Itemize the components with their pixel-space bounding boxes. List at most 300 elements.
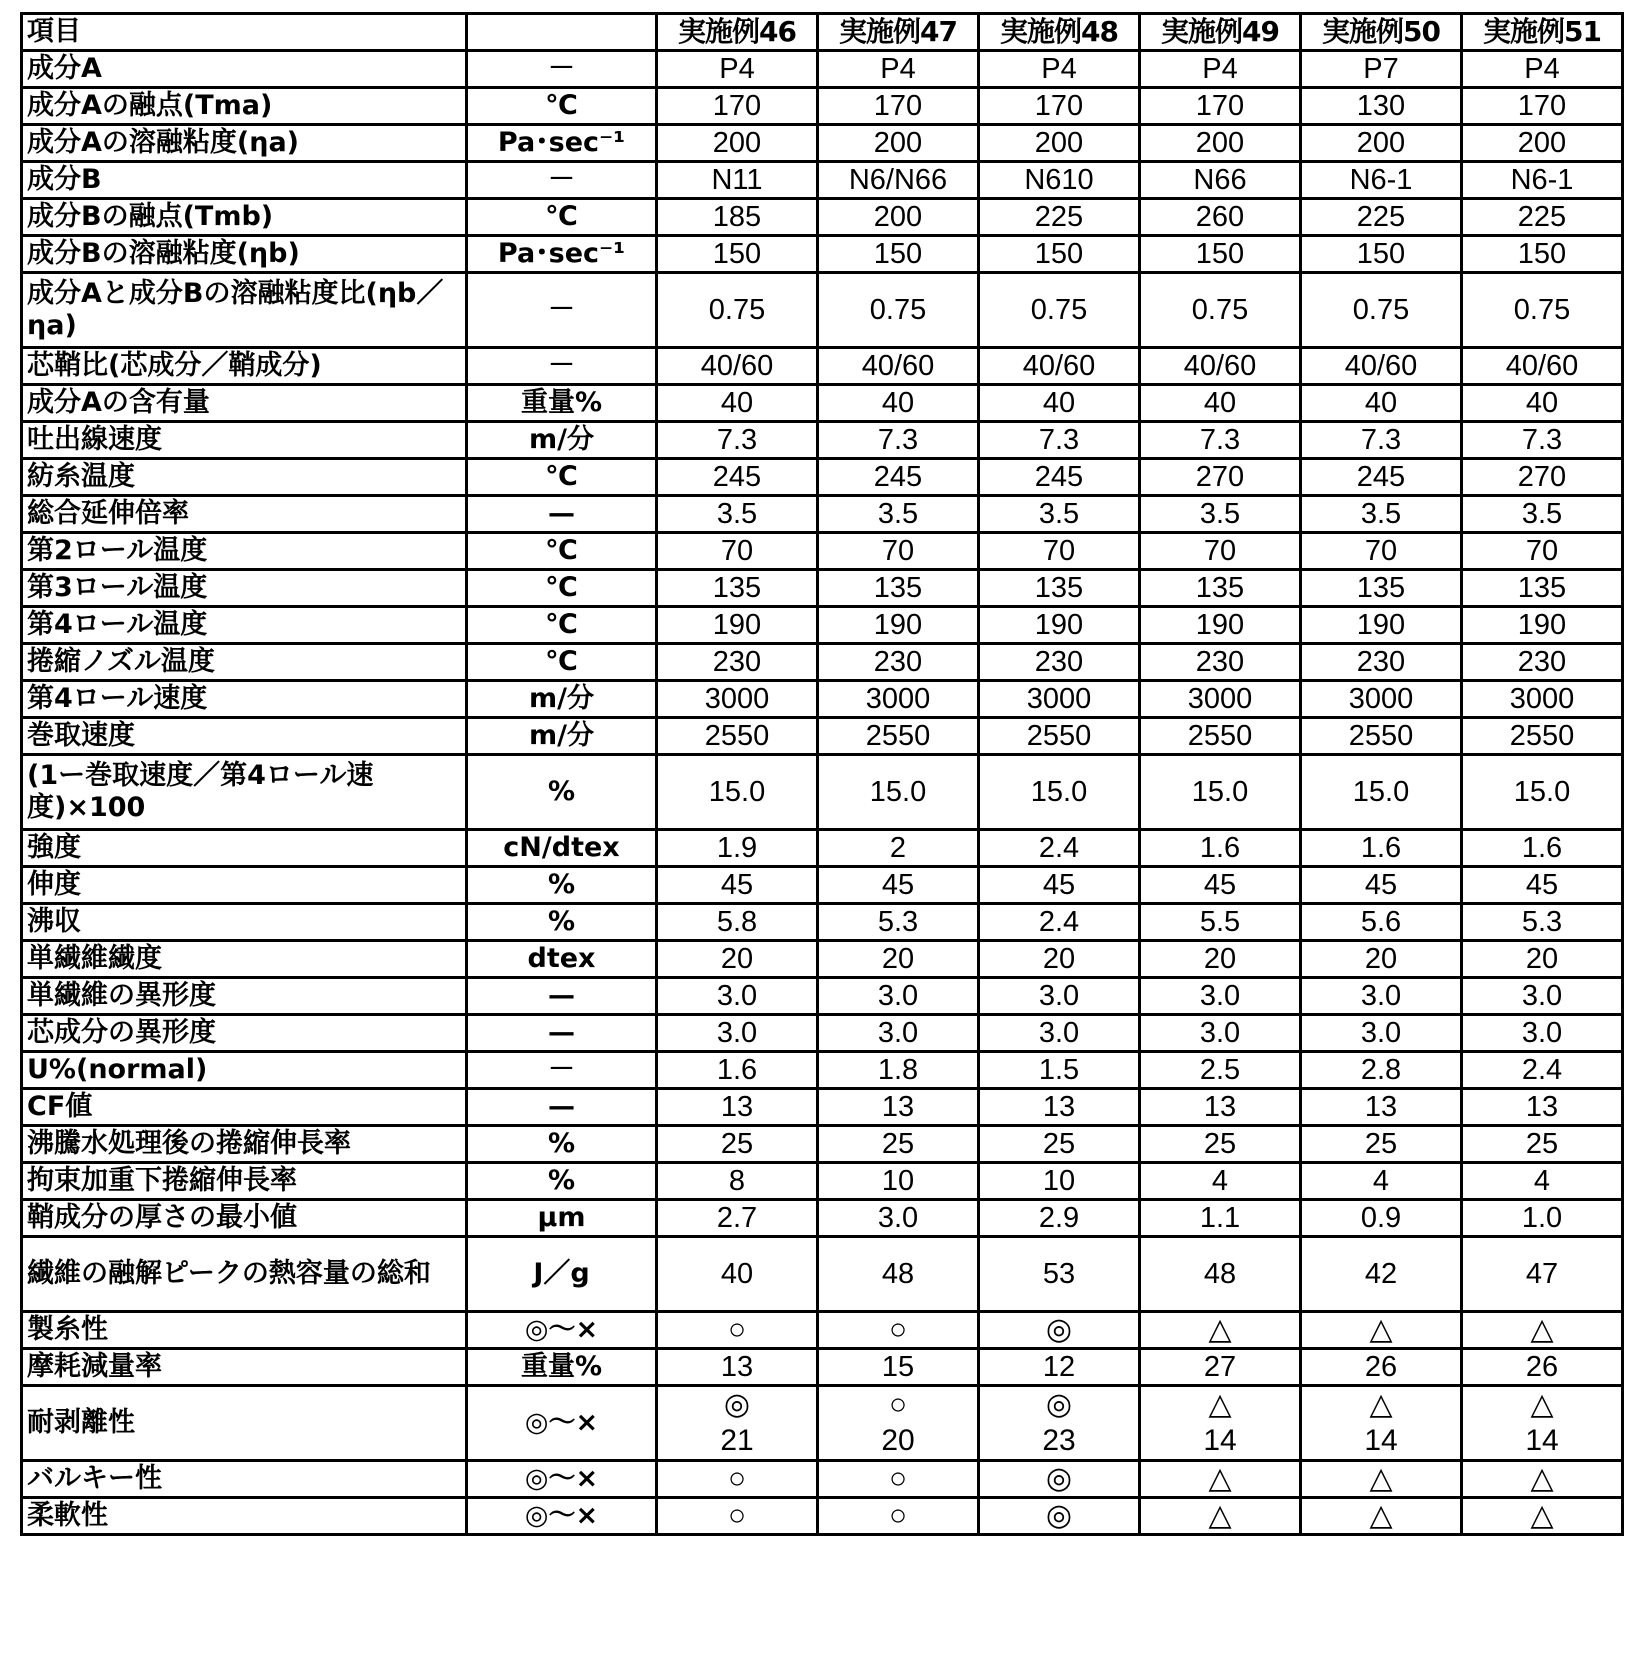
- row-item-label: 単繊維の異形度: [22, 978, 467, 1015]
- row-value-cell: ○: [818, 1312, 979, 1349]
- row-value-cell: 20: [1462, 941, 1623, 978]
- row-value-cell: 40: [979, 385, 1140, 422]
- row-value-cell: [1462, 1386, 1623, 1461]
- header-unit-label: [467, 14, 657, 51]
- table-row: [22, 607, 1623, 644]
- table-row: [22, 422, 1623, 459]
- row-unit: ◎～×: [467, 1312, 657, 1349]
- row-value-cell: 7.3: [979, 422, 1140, 459]
- row-item-label: 製糸性: [22, 1312, 467, 1349]
- row-value-cell: [818, 1386, 979, 1461]
- row-value-cell: 190: [1140, 607, 1301, 644]
- row-value-cell: 45: [1301, 867, 1462, 904]
- row-value-cell: 3.0: [657, 1015, 818, 1052]
- rating-symbol: ◎: [1045, 1388, 1073, 1421]
- row-value-cell: 0.75: [818, 273, 979, 348]
- stacked-value: [662, 1387, 812, 1459]
- row-value-cell: 13: [657, 1089, 818, 1126]
- row-value-cell: P4: [1140, 51, 1301, 88]
- row-value-cell: 245: [818, 459, 979, 496]
- row-unit: —: [467, 1015, 657, 1052]
- row-item-label: 成分Aの含有量: [22, 385, 467, 422]
- row-value-cell: 42: [1301, 1237, 1462, 1312]
- row-value-cell: 2.5: [1140, 1052, 1301, 1089]
- stacked-value: [1306, 1387, 1456, 1459]
- row-unit: Pa･sec⁻¹: [467, 236, 657, 273]
- row-value-cell: 3.5: [1140, 496, 1301, 533]
- row-value-cell: △: [1140, 1461, 1301, 1498]
- row-value-cell: △: [1140, 1312, 1301, 1349]
- row-value-cell: ◎: [979, 1312, 1140, 1349]
- header-example-51: 実施例51: [1462, 14, 1623, 51]
- row-unit: ◎～×: [467, 1461, 657, 1498]
- row-value-cell: 15.0: [818, 755, 979, 830]
- row-value-cell: 8: [657, 1163, 818, 1200]
- row-value-cell: 4: [1301, 1163, 1462, 1200]
- row-value-cell: 200: [979, 125, 1140, 162]
- table-row: [22, 941, 1623, 978]
- row-unit: ℃: [467, 88, 657, 125]
- row-value-cell: 3.0: [657, 978, 818, 1015]
- row-value-cell: 53: [979, 1237, 1140, 1312]
- row-value-cell: 130: [1301, 88, 1462, 125]
- row-value-cell: 10: [979, 1163, 1140, 1200]
- table-row: [22, 978, 1623, 1015]
- row-value-cell: 230: [1462, 644, 1623, 681]
- row-value-cell: 20: [818, 941, 979, 978]
- row-unit: μm: [467, 1200, 657, 1237]
- header-row: [22, 14, 1623, 51]
- row-unit: ◎～×: [467, 1498, 657, 1535]
- row-item-label: 沸収: [22, 904, 467, 941]
- row-unit: 重量%: [467, 385, 657, 422]
- row-value-cell: 15.0: [1462, 755, 1623, 830]
- row-unit: cN/dtex: [467, 830, 657, 867]
- row-value-cell: 190: [979, 607, 1140, 644]
- row-item-label: 吐出線速度: [22, 422, 467, 459]
- row-value-cell: 26: [1301, 1349, 1462, 1386]
- row-value-cell: 3000: [657, 681, 818, 718]
- row-value-cell: 40/60: [657, 348, 818, 385]
- table-row: [22, 162, 1623, 199]
- row-value-cell: 3.0: [979, 1015, 1140, 1052]
- row-value-cell: 1.6: [1462, 830, 1623, 867]
- row-value-cell: 40/60: [979, 348, 1140, 385]
- row-value-cell: P4: [1462, 51, 1623, 88]
- row-value-cell: 25: [1462, 1126, 1623, 1163]
- row-value-cell: 185: [657, 199, 818, 236]
- row-item-label: 単繊維繊度: [22, 941, 467, 978]
- row-unit: %: [467, 867, 657, 904]
- row-value-cell: 0.9: [1301, 1200, 1462, 1237]
- rating-symbol: ◎: [723, 1388, 751, 1421]
- row-value-cell: 3.0: [1301, 978, 1462, 1015]
- row-value-cell: 2.7: [657, 1200, 818, 1237]
- row-value-cell: 40: [818, 385, 979, 422]
- table-row: [22, 755, 1623, 830]
- row-value-cell: ○: [818, 1461, 979, 1498]
- row-value-cell: 150: [1462, 236, 1623, 273]
- row-value-cell: 150: [979, 236, 1140, 273]
- row-value-cell: 13: [657, 1349, 818, 1386]
- row-value-cell: 27: [1140, 1349, 1301, 1386]
- row-value-cell: 2.4: [979, 904, 1140, 941]
- row-value-cell: 70: [818, 533, 979, 570]
- rating-symbol: △: [1369, 1388, 1393, 1421]
- row-value-cell: 2: [818, 830, 979, 867]
- row-item-label: 巻取速度: [22, 718, 467, 755]
- row-item-label: 第2ロール温度: [22, 533, 467, 570]
- table-row: [22, 273, 1623, 348]
- row-value-cell: 0.75: [1140, 273, 1301, 348]
- row-item-label: 成分Bの融点(Tmb): [22, 199, 467, 236]
- header-example-46: 実施例46: [657, 14, 818, 51]
- rating-score: 21: [720, 1424, 754, 1457]
- row-unit: －: [467, 162, 657, 199]
- table-row: [22, 867, 1623, 904]
- row-item-label: 成分Aの融点(Tma): [22, 88, 467, 125]
- rating-symbol: △: [1530, 1388, 1554, 1421]
- row-unit: ℃: [467, 459, 657, 496]
- table-row: [22, 199, 1623, 236]
- row-value-cell: 190: [818, 607, 979, 644]
- row-value-cell: 40: [657, 385, 818, 422]
- row-value-cell: 3.0: [818, 978, 979, 1015]
- rating-score: 14: [1525, 1424, 1559, 1457]
- header-example-47: 実施例47: [818, 14, 979, 51]
- row-item-label: 成分B: [22, 162, 467, 199]
- row-value-cell: 1.6: [1140, 830, 1301, 867]
- table-row: [22, 125, 1623, 162]
- row-value-cell: 3000: [1462, 681, 1623, 718]
- row-value-cell: 170: [1140, 88, 1301, 125]
- row-value-cell: 25: [818, 1126, 979, 1163]
- row-value-cell: △: [1462, 1461, 1623, 1498]
- row-item-label: 成分A: [22, 51, 467, 88]
- row-value-cell: N6-1: [1462, 162, 1623, 199]
- row-value-cell: 225: [979, 199, 1140, 236]
- row-value-cell: △: [1462, 1498, 1623, 1535]
- row-value-cell: 2.9: [979, 1200, 1140, 1237]
- row-value-cell: 47: [1462, 1237, 1623, 1312]
- row-unit: —: [467, 978, 657, 1015]
- table-row: [22, 1089, 1623, 1126]
- row-value-cell: 270: [1462, 459, 1623, 496]
- row-value-cell: 40/60: [1462, 348, 1623, 385]
- row-value-cell: 70: [1462, 533, 1623, 570]
- row-value-cell: 3.0: [979, 978, 1140, 1015]
- row-value-cell: 13: [818, 1089, 979, 1126]
- row-value-cell: 0.75: [979, 273, 1140, 348]
- table-row: [22, 681, 1623, 718]
- stacked-value: [1467, 1387, 1617, 1459]
- row-unit: ℃: [467, 533, 657, 570]
- row-value-cell: 12: [979, 1349, 1140, 1386]
- row-item-label: 第4ロール温度: [22, 607, 467, 644]
- header-example-50: 実施例50: [1301, 14, 1462, 51]
- table-row: [22, 459, 1623, 496]
- row-unit: －: [467, 348, 657, 385]
- row-unit: —: [467, 496, 657, 533]
- row-value-cell: 5.8: [657, 904, 818, 941]
- row-value-cell: 15: [818, 1349, 979, 1386]
- row-value-cell: 245: [657, 459, 818, 496]
- row-value-cell: 3.0: [1140, 978, 1301, 1015]
- row-item-label: 沸騰水処理後の捲縮伸長率: [22, 1126, 467, 1163]
- row-value-cell: 270: [1140, 459, 1301, 496]
- row-value-cell: 3.5: [657, 496, 818, 533]
- table-row: [22, 1200, 1623, 1237]
- row-value-cell: N6/N66: [818, 162, 979, 199]
- row-value-cell: 70: [657, 533, 818, 570]
- table-row: [22, 1163, 1623, 1200]
- row-value-cell: 40: [657, 1237, 818, 1312]
- row-value-cell: 135: [818, 570, 979, 607]
- row-item-label: (1ー巻取速度／第4ロール速度)×100: [22, 755, 467, 830]
- row-value-cell: 260: [1140, 199, 1301, 236]
- row-unit: －: [467, 1052, 657, 1089]
- row-value-cell: 200: [657, 125, 818, 162]
- row-value-cell: 1.9: [657, 830, 818, 867]
- row-value-cell: 45: [1462, 867, 1623, 904]
- row-value-cell: 1.6: [657, 1052, 818, 1089]
- row-value-cell: 25: [979, 1126, 1140, 1163]
- row-value-cell: 4: [1462, 1163, 1623, 1200]
- row-value-cell: ○: [657, 1498, 818, 1535]
- row-value-cell: 15.0: [1301, 755, 1462, 830]
- table-row: [22, 1312, 1623, 1349]
- row-value-cell: ○: [657, 1461, 818, 1498]
- row-value-cell: 1.8: [818, 1052, 979, 1089]
- row-value-cell: △: [1462, 1312, 1623, 1349]
- row-value-cell: 2.4: [979, 830, 1140, 867]
- row-value-cell: 48: [818, 1237, 979, 1312]
- table-row: [22, 88, 1623, 125]
- row-value-cell: △: [1301, 1312, 1462, 1349]
- table-row: [22, 348, 1623, 385]
- row-value-cell: △: [1301, 1498, 1462, 1535]
- table-row: [22, 1237, 1623, 1312]
- row-value-cell: 135: [1301, 570, 1462, 607]
- row-value-cell: 170: [979, 88, 1140, 125]
- row-value-cell: [979, 1386, 1140, 1461]
- row-unit: J／g: [467, 1237, 657, 1312]
- rating-score: 14: [1203, 1424, 1237, 1457]
- row-value-cell: 230: [818, 644, 979, 681]
- row-value-cell: 7.3: [1462, 422, 1623, 459]
- row-value-cell: 45: [979, 867, 1140, 904]
- row-value-cell: ◎: [979, 1461, 1140, 1498]
- row-unit: 重量%: [467, 1349, 657, 1386]
- row-value-cell: 70: [1140, 533, 1301, 570]
- row-value-cell: 15.0: [657, 755, 818, 830]
- row-item-label: 紡糸温度: [22, 459, 467, 496]
- rating-score: 14: [1364, 1424, 1398, 1457]
- row-unit: ℃: [467, 570, 657, 607]
- row-item-label: 芯鞘比(芯成分／鞘成分): [22, 348, 467, 385]
- row-item-label: 鞘成分の厚さの最小値: [22, 1200, 467, 1237]
- row-value-cell: 200: [1301, 125, 1462, 162]
- row-item-label: 第3ロール温度: [22, 570, 467, 607]
- row-value-cell: 3.5: [818, 496, 979, 533]
- row-value-cell: 230: [1301, 644, 1462, 681]
- row-value-cell: 13: [1301, 1089, 1462, 1126]
- row-value-cell: 0.75: [1301, 273, 1462, 348]
- row-value-cell: 170: [818, 88, 979, 125]
- row-value-cell: 225: [1301, 199, 1462, 236]
- row-value-cell: 3.0: [1140, 1015, 1301, 1052]
- row-value-cell: 40/60: [1140, 348, 1301, 385]
- row-value-cell: 45: [818, 867, 979, 904]
- row-item-label: 成分Aと成分Bの溶融粘度比(ηb／ηa): [22, 273, 467, 348]
- row-value-cell: 40: [1140, 385, 1301, 422]
- row-value-cell: 13: [979, 1089, 1140, 1126]
- header-example-49: 実施例49: [1140, 14, 1301, 51]
- row-value-cell: 135: [1462, 570, 1623, 607]
- table-row: [22, 718, 1623, 755]
- row-value-cell: 70: [979, 533, 1140, 570]
- row-value-cell: 1.5: [979, 1052, 1140, 1089]
- rating-score: 20: [881, 1424, 915, 1457]
- row-value-cell: N610: [979, 162, 1140, 199]
- table-row: [22, 830, 1623, 867]
- row-value-cell: 40: [1462, 385, 1623, 422]
- row-item-label: 総合延伸倍率: [22, 496, 467, 533]
- row-value-cell: 20: [979, 941, 1140, 978]
- table-row: [22, 570, 1623, 607]
- row-value-cell: 7.3: [657, 422, 818, 459]
- row-value-cell: [1301, 1386, 1462, 1461]
- row-value-cell: 200: [818, 125, 979, 162]
- row-value-cell: N6-1: [1301, 162, 1462, 199]
- row-value-cell: 2550: [657, 718, 818, 755]
- row-value-cell: 135: [979, 570, 1140, 607]
- row-value-cell: 7.3: [818, 422, 979, 459]
- row-value-cell: 45: [657, 867, 818, 904]
- row-unit: %: [467, 755, 657, 830]
- table-row: [22, 1126, 1623, 1163]
- row-value-cell: ○: [657, 1312, 818, 1349]
- row-value-cell: [1140, 1386, 1301, 1461]
- row-item-label: 摩耗減量率: [22, 1349, 467, 1386]
- row-value-cell: 1.0: [1462, 1200, 1623, 1237]
- row-value-cell: 230: [657, 644, 818, 681]
- row-item-label: 強度: [22, 830, 467, 867]
- row-value-cell: P4: [657, 51, 818, 88]
- row-value-cell: 2.4: [1462, 1052, 1623, 1089]
- row-value-cell: 200: [1140, 125, 1301, 162]
- rating-symbol: △: [1208, 1388, 1232, 1421]
- row-value-cell: 70: [1301, 533, 1462, 570]
- row-value-cell: ○: [818, 1498, 979, 1535]
- table-row: [22, 385, 1623, 422]
- row-value-cell: 230: [979, 644, 1140, 681]
- row-value-cell: 170: [657, 88, 818, 125]
- row-value-cell: △: [1140, 1498, 1301, 1535]
- row-value-cell: 245: [1301, 459, 1462, 496]
- row-unit: ℃: [467, 607, 657, 644]
- row-value-cell: 190: [1301, 607, 1462, 644]
- row-value-cell: 25: [657, 1126, 818, 1163]
- row-unit: dtex: [467, 941, 657, 978]
- table-row: [22, 533, 1623, 570]
- row-item-label: 芯成分の異形度: [22, 1015, 467, 1052]
- row-item-label: 伸度: [22, 867, 467, 904]
- row-value-cell: 13: [1140, 1089, 1301, 1126]
- row-value-cell: 2550: [979, 718, 1140, 755]
- row-value-cell: 2550: [1462, 718, 1623, 755]
- stacked-value: [984, 1387, 1134, 1459]
- row-value-cell: P4: [979, 51, 1140, 88]
- row-unit: ◎～×: [467, 1386, 657, 1461]
- row-value-cell: ◎: [979, 1498, 1140, 1535]
- row-value-cell: [657, 1386, 818, 1461]
- row-value-cell: 26: [1462, 1349, 1623, 1386]
- row-value-cell: 15.0: [979, 755, 1140, 830]
- row-value-cell: 190: [657, 607, 818, 644]
- row-unit: －: [467, 51, 657, 88]
- row-value-cell: 48: [1140, 1237, 1301, 1312]
- row-value-cell: 3000: [979, 681, 1140, 718]
- header-item-label: 項目: [22, 14, 467, 51]
- row-unit: —: [467, 1089, 657, 1126]
- row-item-label: 繊維の融解ピークの熱容量の総和: [22, 1237, 467, 1312]
- row-value-cell: 2550: [1140, 718, 1301, 755]
- row-value-cell: 20: [657, 941, 818, 978]
- row-value-cell: 2550: [818, 718, 979, 755]
- row-unit: %: [467, 1163, 657, 1200]
- rating-score: 23: [1042, 1424, 1076, 1457]
- row-value-cell: 3.0: [818, 1015, 979, 1052]
- row-item-label: 成分Aの溶融粘度(ηa): [22, 125, 467, 162]
- row-unit: Pa･sec⁻¹: [467, 125, 657, 162]
- row-unit: m/分: [467, 422, 657, 459]
- row-item-label: 捲縮ノズル温度: [22, 644, 467, 681]
- row-value-cell: 225: [1462, 199, 1623, 236]
- row-value-cell: 20: [1140, 941, 1301, 978]
- table-row: [22, 1461, 1623, 1498]
- table-row: [22, 644, 1623, 681]
- row-unit: ℃: [467, 644, 657, 681]
- row-value-cell: 5.6: [1301, 904, 1462, 941]
- row-value-cell: 3.5: [979, 496, 1140, 533]
- row-value-cell: 3.0: [1462, 978, 1623, 1015]
- row-value-cell: 190: [1462, 607, 1623, 644]
- row-value-cell: 135: [657, 570, 818, 607]
- row-value-cell: 200: [818, 199, 979, 236]
- row-item-label: U%(normal): [22, 1052, 467, 1089]
- row-value-cell: 10: [818, 1163, 979, 1200]
- row-value-cell: 2.8: [1301, 1052, 1462, 1089]
- row-item-label: 柔軟性: [22, 1498, 467, 1535]
- row-value-cell: 150: [1140, 236, 1301, 273]
- row-value-cell: 40/60: [1301, 348, 1462, 385]
- row-value-cell: △: [1301, 1461, 1462, 1498]
- row-unit: －: [467, 273, 657, 348]
- row-unit: %: [467, 1126, 657, 1163]
- row-item-label: 拘束加重下捲縮伸長率: [22, 1163, 467, 1200]
- row-value-cell: 3000: [818, 681, 979, 718]
- row-value-cell: P4: [818, 51, 979, 88]
- row-value-cell: 150: [1301, 236, 1462, 273]
- comparison-table: [20, 12, 1624, 1536]
- row-value-cell: 3000: [1140, 681, 1301, 718]
- row-value-cell: P7: [1301, 51, 1462, 88]
- row-item-label: 成分Bの溶融粘度(ηb): [22, 236, 467, 273]
- row-value-cell: 4: [1140, 1163, 1301, 1200]
- table-row: [22, 904, 1623, 941]
- row-item-label: バルキー性: [22, 1461, 467, 1498]
